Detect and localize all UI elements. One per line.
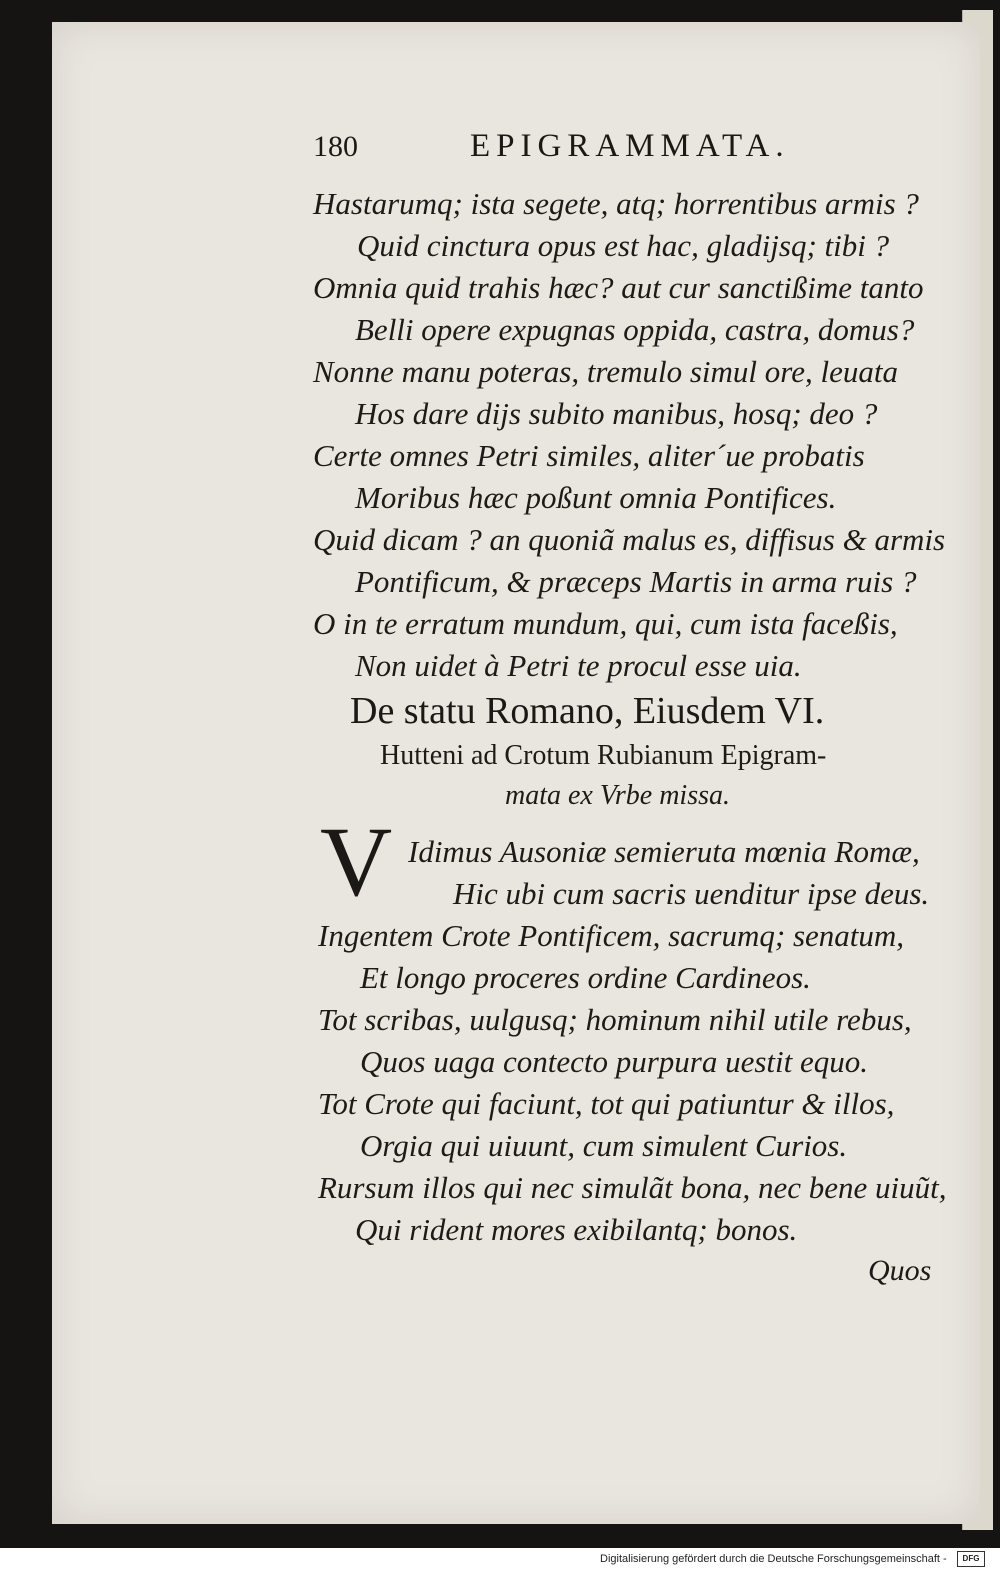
verse-line: Tot scribas, uulgusq; hominum nihil utile rebus, bbox=[318, 1002, 912, 1037]
section-subheading: mata ex Vrbe missa. bbox=[505, 780, 730, 811]
verse-line: Quid dicam ? an quoniã malus es, diffisus & armis bbox=[313, 522, 946, 557]
page-number: 180 bbox=[313, 130, 358, 163]
verse-line: Ingentem Crote Pontificem, sacrumq; senatum, bbox=[318, 918, 905, 953]
verse-line: Quid cinctura opus est hac, gladijsq; tibi ? bbox=[357, 228, 890, 263]
verse-line: Hastarumq; ista segete, atq; horrentibus armis ? bbox=[313, 186, 919, 221]
verse-line: Moribus hæc poßunt omnia Pontifices. bbox=[355, 480, 837, 515]
drop-capital: V bbox=[320, 806, 393, 917]
verse-line: Qui rident mores exibilantq; bonos. bbox=[355, 1212, 798, 1247]
verse-line: Hos dare dijs subito manibus, hosq; deo ? bbox=[355, 396, 878, 431]
verse-line: Omnia quid trahis hæc? aut cur sanctißime tanto bbox=[313, 270, 924, 305]
digitization-credit: Digitalisierung gefördert durch die Deutsche Forschungsgemeinschaft - bbox=[600, 1553, 947, 1565]
section-subheading: Hutteni ad Crotum Rubianum Epigram- bbox=[380, 740, 827, 771]
catchword: Quos bbox=[868, 1254, 932, 1287]
verse-line: Non uidet à Petri te procul esse uia. bbox=[355, 648, 802, 683]
verse-line: Et longo proceres ordine Cardineos. bbox=[360, 960, 811, 995]
verse-line: Idimus Ausoniæ semieruta mœnia Romæ, bbox=[408, 834, 920, 869]
running-title: EPIGRAMMATA. bbox=[470, 128, 790, 164]
verse-line: Belli opere expugnas oppida, castra, domus? bbox=[355, 312, 915, 347]
section-heading: De statu Romano, Eiusdem VI. bbox=[350, 690, 825, 732]
verse-line: Nonne manu poteras, tremulo simul ore, leuata bbox=[313, 354, 898, 389]
dfg-logo: DFG bbox=[957, 1551, 985, 1567]
verse-line: Tot Crote qui faciunt, tot qui patiuntur & illos, bbox=[318, 1086, 895, 1121]
verse-line: Hic ubi cum sacris uenditur ipse deus. bbox=[453, 876, 930, 911]
verse-line: Rursum illos qui nec simulãt bona, nec bene uiuũt, bbox=[318, 1170, 947, 1205]
verse-line: Pontificum, & præceps Martis in arma ruis ? bbox=[355, 564, 917, 599]
verse-line: O in te erratum mundum, qui, cum ista faceßis, bbox=[313, 606, 898, 641]
verse-line: Orgia qui uiuunt, cum simulent Curios. bbox=[360, 1128, 848, 1163]
verse-line: Certe omnes Petri similes, aliter´ue probatis bbox=[313, 438, 865, 473]
verse-line: Quos uaga contecto purpura uestit equo. bbox=[360, 1044, 869, 1079]
